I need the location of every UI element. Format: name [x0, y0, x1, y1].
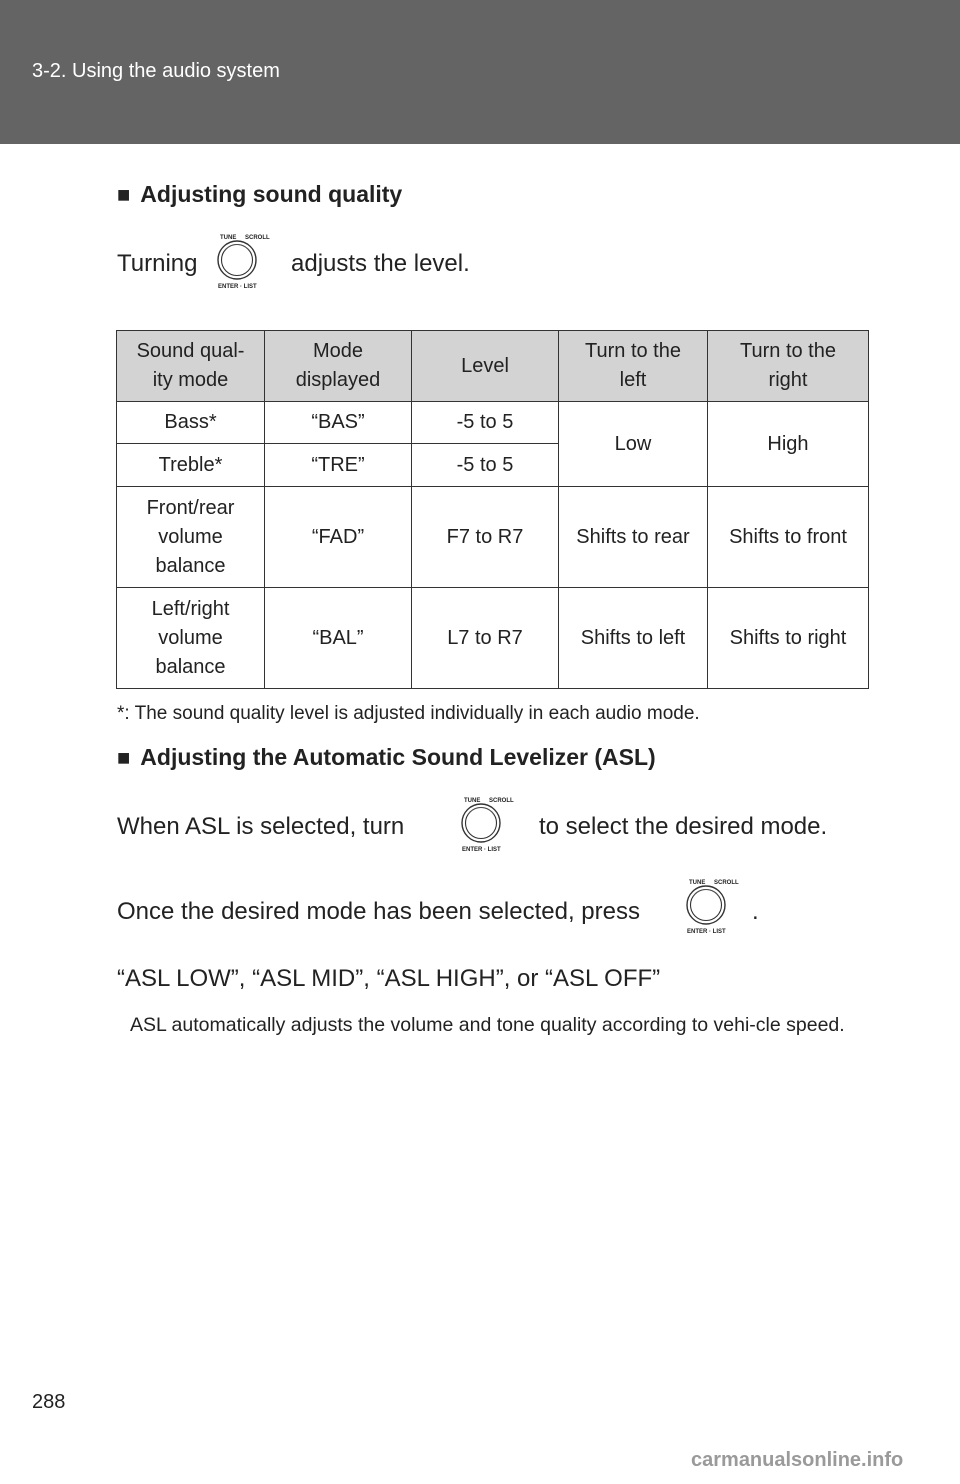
page-header: [0, 0, 960, 144]
section-title: 3-2. Using the audio system: [32, 60, 280, 82]
table-row: [117, 402, 869, 444]
cell-turn-left: Shifts to left: [559, 588, 708, 689]
col-header-level: Level: [412, 331, 559, 402]
cell-turn-left-merged: Low: [559, 402, 708, 487]
cell-mode: Bass*: [117, 402, 265, 444]
knob-tune-label: TUNE: [464, 798, 481, 804]
cell-mode: Treble*: [117, 444, 265, 487]
table-row: [117, 487, 869, 588]
cell-level: -5 to 5: [412, 402, 559, 444]
table-row: [117, 588, 869, 689]
cell-displayed: “FAD”: [265, 487, 412, 588]
tune-scroll-knob-icon: [673, 874, 743, 938]
section-heading-sound-quality: [117, 181, 402, 208]
knob-enter-list-label: ENTER · LIST: [218, 284, 257, 290]
knob-enter-list-label: ENTER · LIST: [687, 929, 726, 935]
cell-level: L7 to R7: [412, 588, 559, 689]
cell-turn-left: Shifts to rear: [559, 487, 708, 588]
cell-displayed: “BAS”: [265, 402, 412, 444]
sound-quality-table: [116, 330, 869, 689]
cell-turn-right: Shifts to right: [708, 588, 869, 689]
cell-level: -5 to 5: [412, 444, 559, 487]
knob-tune-label: TUNE: [689, 880, 706, 886]
section-heading-asl: [117, 744, 656, 771]
col-header-displayed: Mode displayed: [265, 331, 412, 402]
heading-text: Adjusting the Automatic Sound Levelizer (ASL): [140, 744, 656, 770]
knob-scroll-label: SCROLL: [245, 235, 270, 241]
cell-displayed: “BAL”: [265, 588, 412, 689]
col-header-turn-right: Turn to the right: [708, 331, 869, 402]
table-footnote: *: The sound quality level is adjusted individually in each audio mode.: [117, 703, 700, 724]
cell-mode: Front/rear volume balance: [117, 487, 265, 588]
watermark: carmanualsonline.info: [691, 1449, 904, 1471]
asl-instruction-after: to select the desired mode.: [539, 813, 828, 840]
table-header-row: [117, 331, 869, 402]
asl-press-after: .: [752, 898, 759, 925]
square-bullet-icon: ■: [117, 745, 131, 770]
instruction-text-after: adjusts the level.: [291, 250, 470, 277]
tune-scroll-knob-icon: [448, 792, 518, 856]
cell-turn-right-merged: High: [708, 402, 869, 487]
tune-scroll-knob-icon: [204, 229, 274, 293]
cell-mode: Left/right volume balance: [117, 588, 265, 689]
knob-enter-list-label: ENTER · LIST: [462, 847, 501, 853]
knob-scroll-label: SCROLL: [489, 798, 514, 804]
asl-instruction-before: When ASL is selected, turn: [117, 813, 405, 840]
asl-description-note: ASL automatically adjusts the volume and tone quality according to vehi-cle speed.: [130, 1014, 845, 1036]
cell-level: F7 to R7: [412, 487, 559, 588]
asl-press-before: Once the desired mode has been selected, press: [117, 898, 640, 925]
asl-mode-options: “ASL LOW”, “ASL MID”, “ASL HIGH”, or “ASL OFF”: [117, 965, 661, 992]
cell-turn-right: Shifts to front: [708, 487, 869, 588]
cell-displayed: “TRE”: [265, 444, 412, 487]
col-header-mode: Sound qual- ity mode: [117, 331, 265, 402]
page-number: 288: [32, 1391, 66, 1413]
col-header-turn-left: Turn to the left: [559, 331, 708, 402]
knob-scroll-label: SCROLL: [714, 880, 739, 886]
square-bullet-icon: ■: [117, 182, 131, 207]
knob-tune-label: TUNE: [220, 235, 237, 241]
heading-text: Adjusting sound quality: [140, 181, 403, 207]
instruction-text-before: Turning: [117, 250, 198, 277]
